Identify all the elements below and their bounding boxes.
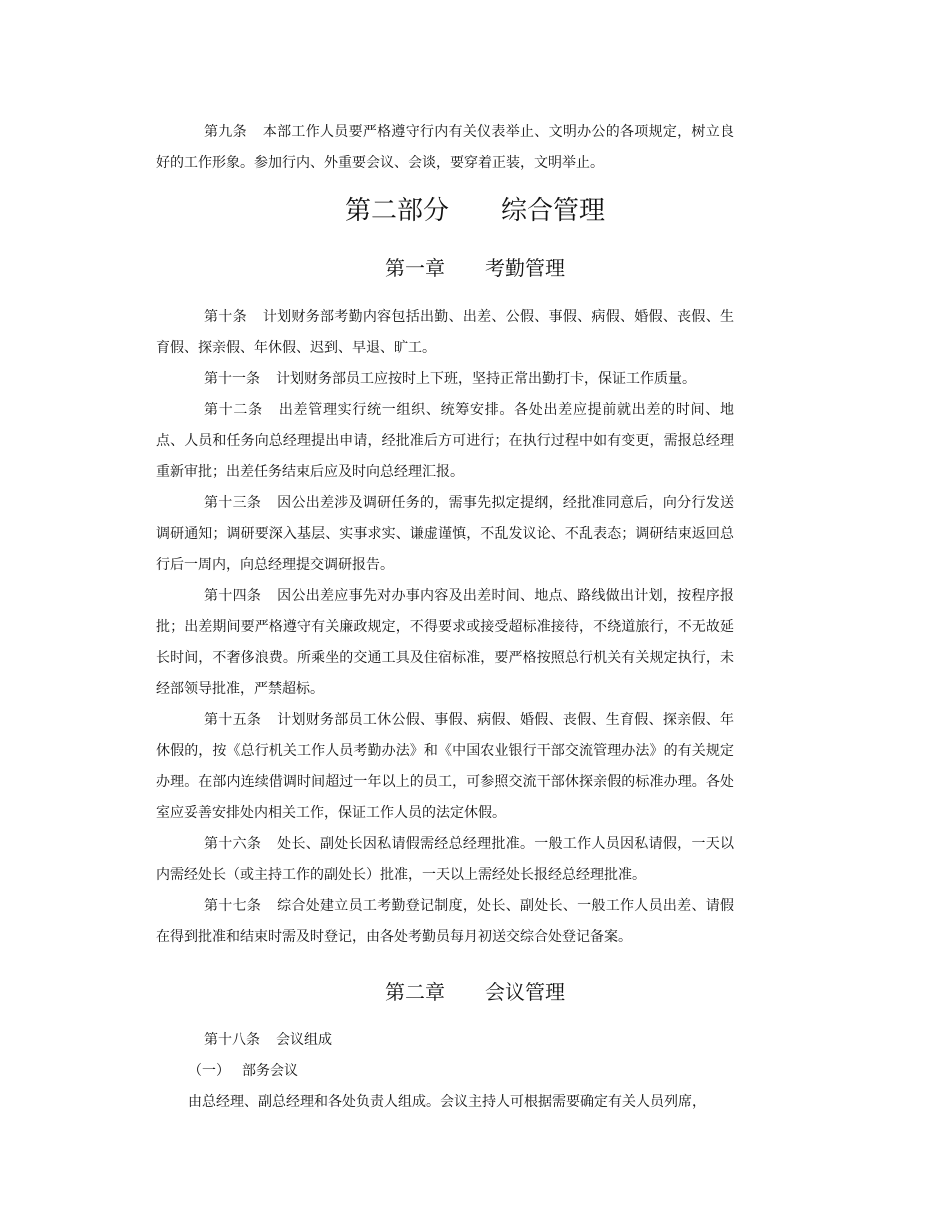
article-number: 第九条 [204, 124, 247, 140]
list-item-number: （一） [188, 1063, 230, 1079]
article-15 [156, 705, 734, 829]
chapter-2-title: 第二章 会议管理 [385, 980, 565, 1004]
article-9 [156, 117, 734, 179]
list-item-text: 部务会议 [242, 1063, 298, 1079]
article-number: 第十六条 [204, 836, 262, 852]
article-number: 第十条 [204, 309, 247, 325]
chapter-1-title: 第一章 考勤管理 [385, 256, 565, 280]
article-number: 第十二条 [204, 402, 263, 418]
article-10 [156, 302, 734, 364]
article-18 [204, 1025, 332, 1056]
article-text: 计划财务部员工休公假、事假、病假、婚假、丧假、生育假、探亲假、年休假的，按《总行机关工作人员考勤办法》和《中国农业银行干部交流管理办法》的有关规定办理。在部内连续借调时间超过一年以上的员工，可参照交流干部休探亲假的标准办理。各处室应妥善安排处内相关工作，保证工作人员的法定休假。 [156, 712, 735, 821]
article-number: 第十一条 [204, 371, 260, 387]
list-item-1 [188, 1056, 298, 1087]
article-16 [156, 829, 734, 891]
article-text: 处长、副处长因私请假需经总经理批准。一般工作人员因私请假，一天以内需经处长（或主持工作的副处长）批准，一天以上需经处长报经总经理批准。 [156, 836, 735, 883]
article-text: 因公出差应事先对办事内容及出差时间、地点、路线做出计划，按程序报批；出差期间要严格遵守有关廉政规定，不得要求或接受超标准接待，不绕道旅行，不无故延长时间，不奢侈浪费。所乘坐的交通工具及住宿标准，要严格按照总行机关有关规定执行，未经部领导批准，严禁超标。 [156, 588, 735, 697]
part-title: 第二部分 综合管理 [344, 196, 605, 226]
article-number: 第十五条 [204, 712, 262, 728]
article-11 [156, 364, 734, 395]
list-item-1-body: 由总经理、副总经理和各处负责人组成。会议主持人可根据需要确定有关人员列席， [188, 1094, 706, 1110]
article-text: 出差管理实行统一组织、统筹安排。各处出差应提前就出差的时间、地点、人员和任务向总经理提出申请，经批准后方可进行；在执行过程中如有变更，需报总经理重新审批；出差任务结束后应及时向总经理汇报。 [156, 402, 735, 480]
article-text: 会议组成 [276, 1032, 332, 1048]
article-text: 计划财务部员工应按时上下班，坚持正常出勤打卡，保证工作质量。 [276, 371, 696, 387]
article-number: 第十八条 [204, 1032, 260, 1048]
article-14 [156, 581, 734, 705]
article-17 [156, 891, 734, 953]
article-text: 因公出差涉及调研任务的，需事先拟定提纲，经批准同意后，向分行发送调研通知；调研要深入基层、实事求实、谦虚谨慎，不乱发议论、不乱表态；调研结束返回总行后一周内，向总经理提交调研报告。 [156, 495, 735, 573]
article-number: 第十三条 [204, 495, 262, 511]
article-number: 第十七条 [204, 898, 262, 914]
article-12 [156, 395, 734, 488]
article-text: 计划财务部考勤内容包括出勤、出差、公假、事假、病假、婚假、丧假、生育假、探亲假、年休假、迟到、早退、旷工。 [156, 309, 735, 356]
article-13 [156, 488, 734, 581]
article-text: 本部工作人员要严格遵守行内有关仪表举止、文明办公的各项规定，树立良好的工作形象。参加行内、外重要会议、会谈，要穿着正装，文明举止。 [156, 124, 735, 171]
article-number: 第十四条 [204, 588, 262, 604]
article-text: 综合处建立员工考勤登记制度，处长、副处长、一般工作人员出差、请假在得到批准和结束时需及时登记，由各处考勤员每月初送交综合处登记备案。 [156, 898, 735, 945]
